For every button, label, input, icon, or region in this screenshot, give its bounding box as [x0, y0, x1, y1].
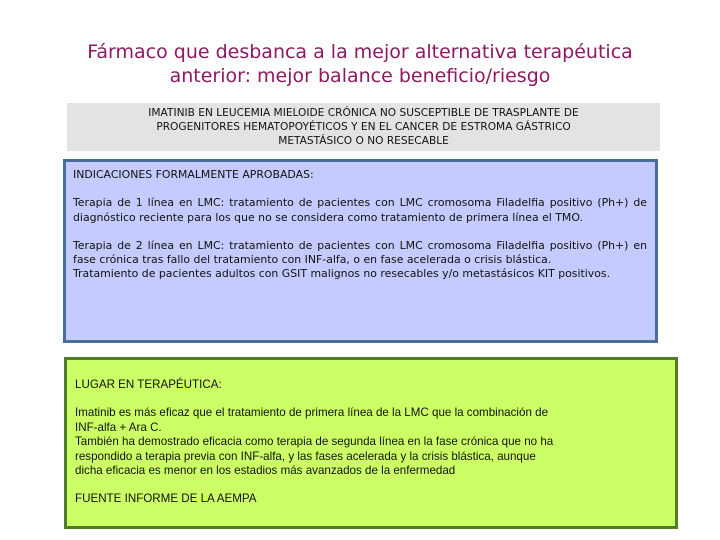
indication-first-line: Terapia de 1 línea en LMC: tratamiento de pacientes con LMC cromosoma Filadelfia positivo (Ph+) de diagnóstico reciente para los que no se considera como tratamiento de primera línea el TMO.: [73, 196, 647, 224]
slide-title-line-2: anterior: mejor balance beneficio/riesgo: [169, 65, 551, 87]
therapy-para-1-line-2: INF-alfa + Ara C.: [75, 420, 162, 434]
therapy-para-2-line-1: También ha demostrado eficacia como terapia de segunda línea en la fase crónica que no ha: [75, 435, 554, 449]
subject-line-1: IMATINIB EN LEUCEMIA MIELOIDE CRÓNICA NO SUSCEPTIBLE DE TRASPLANTE DE: [148, 107, 579, 119]
indications-heading: INDICACIONES FORMALMENTE APROBADAS:: [73, 168, 314, 181]
therapy-para-1-line-1: Imatinib es más eficaz que el tratamiento de primera línea de la LMC que la combinación de: [75, 406, 549, 420]
slide-title-line-1: Fármaco que desbanca a la mejor alternativa terapéutica: [87, 41, 633, 63]
subject-line-3: METASTÁSICO O NO RESECABLE: [278, 135, 449, 147]
indication-second-line: Terapia de 2 línea en LMC: tratamiento de pacientes con LMC cromosoma Filadelfia positivo (Ph+) en fase crónica tras fallo del tratamiento con INF-alfa, o en fase acelerada o crisis blástica.: [73, 238, 647, 267]
indication-gsit: Tratamiento de pacientes adultos con GSIT malignos no resecables y/o metastásicos KIT positivos.: [73, 267, 611, 281]
indications-box: [63, 159, 658, 343]
therapy-heading: LUGAR EN TERAPÉUTICA:: [75, 378, 222, 391]
therapy-box: [64, 357, 678, 529]
subject-banner: [67, 103, 660, 151]
source-note: FUENTE INFORME DE LA AEMPA: [75, 492, 257, 506]
slide-title: [40, 40, 680, 88]
subject-line-2: PROGENITORES HEMATOPOYÉTICOS Y EN EL CANCER DE ESTROMA GÁSTRICO: [156, 121, 571, 133]
therapy-para-2-line-2: respondido a terapia previa con INF-alfa, y las fases acelerada y la crisis blástica, aunque: [75, 449, 536, 463]
therapy-para-2-line-3: dicha eficacia es menor en los estadios más avanzados de la enfermedad: [75, 464, 456, 478]
